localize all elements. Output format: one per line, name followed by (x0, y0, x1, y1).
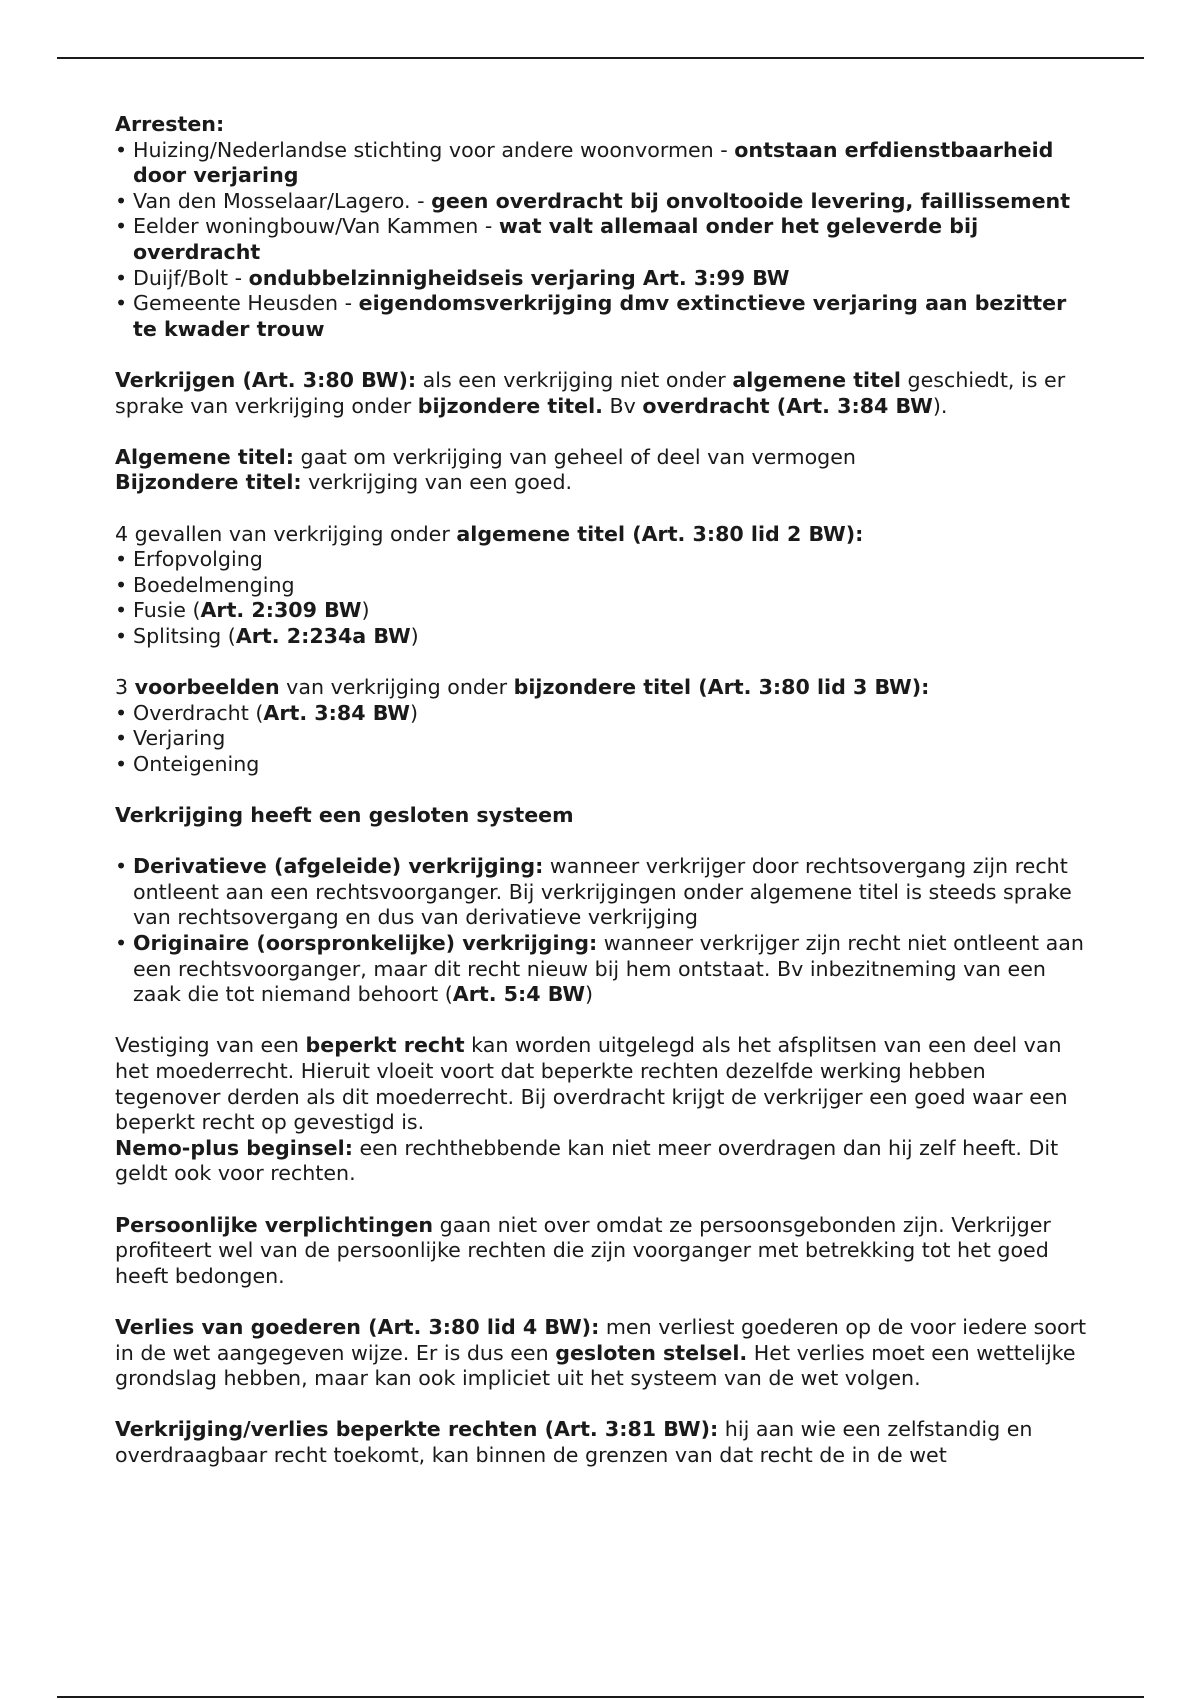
list-item: • Gemeente Heusden - eigendomsverkrijging dmv extinctieve verjaring aan bezitter te kwader trouw (115, 291, 1090, 342)
algemene-titel-definition: Algemene titel: gaat om verkrijging van geheel of deel van vermogen (115, 444, 856, 469)
algemene-gevallen-list (115, 547, 1090, 649)
verkrijging-types-list (115, 854, 1090, 1008)
list-item: • Fusie (Art. 2:309 BW) (115, 598, 1090, 624)
gesloten-systeem-heading: Verkrijging heeft een gesloten systeem (115, 803, 574, 828)
arresten-heading: Arresten: (115, 112, 225, 136)
list-item: • Splitsing (Art. 2:234a BW) (115, 624, 1090, 650)
list-item: • Onteigening (115, 752, 1090, 778)
list-item: • Huizing/Nederlandse stichting voor andere woonvormen - ontstaan erfdienstbaarheid door verjaring (115, 138, 1090, 189)
nemo-plus-paragraph: Nemo-plus beginsel: een rechthebbende kan niet meer overdragen dan hij zelf heeft. Dit geldt ook voor rechten. (115, 1135, 1059, 1186)
beperkte-rechten-paragraph: Verkrijging/verlies beperkte rechten (Art. 3:81 BW): hij aan wie een zelfstandig en overdraagbaar recht toekomt, kan binnen de grenzen van dat recht de in de wet (115, 1417, 1033, 1467)
bijzondere-voorbeelden-intro: 3 voorbeelden van verkrijging onder bijzondere titel (Art. 3:80 lid 3 BW): (115, 675, 930, 700)
list-item: • Overdracht (Art. 3:84 BW) (115, 701, 1090, 727)
document-body (115, 112, 1090, 1468)
list-item: • Originaire (oorspronkelijke) verkrijging: wanneer verkrijger zijn recht niet ontleent aan een rechtsvoorganger, maar dit recht nieuw bij hem ontstaat. Bv inbezitneming van een zaak die tot niemand behoort (Art. 5:4 BW) (115, 931, 1090, 1008)
list-item: • Derivatieve (afgeleide) verkrijging: wanneer verkrijger door rechtsovergang zijn recht ontleent aan een rechtsvoorganger. Bij verkrijgingen onder algemene titel is steeds sprake van rechtsovergang en dus van derivatieve verkrijging (115, 854, 1090, 931)
footer-rule (57, 1696, 1144, 1698)
vestiging-paragraph: Vestiging van een beperkt recht kan worden uitgelegd als het afsplitsen van een deel van het moederrecht. Hieruit vloeit voort dat beperkte rechten dezelfde werking hebben tegenover derden als dit moederrecht. Bij overdracht krijgt de verkrijger een goed waar een beperkt recht op gevestigd is. (115, 1033, 1068, 1135)
bijzondere-voorbeelden-list (115, 701, 1090, 778)
list-item: • Eelder woningbouw/Van Kammen - wat valt allemaal onder het geleverde bij overdracht (115, 214, 1090, 265)
list-item: • Duijf/Bolt - ondubbelzinnigheidseis verjaring Art. 3:99 BW (115, 266, 1090, 292)
list-item: • Verjaring (115, 726, 1090, 752)
verkrijgen-paragraph: Verkrijgen (Art. 3:80 BW): als een verkrijging niet onder algemene titel geschiedt, is er sprake van verkrijging onder bijzondere titel. Bv overdracht (Art. 3:84 BW). (115, 367, 1066, 418)
list-item: • Boedelmenging (115, 573, 1090, 599)
arresten-list (115, 138, 1090, 343)
list-item: • Erfopvolging (115, 547, 1090, 573)
list-item: • Van den Mosselaar/Lagero. - geen overdracht bij onvoltooide levering, faillissement (115, 189, 1090, 215)
persoonlijke-verplichtingen-paragraph: Persoonlijke verplichtingen gaan niet over omdat ze persoonsgebonden zijn. Verkrijger profiteert wel van de persoonlijke rechten die zijn voorganger met betrekking tot het goed heeft bedongen. (115, 1212, 1051, 1288)
header-rule (57, 57, 1144, 59)
verlies-paragraph: Verlies van goederen (Art. 3:80 lid 4 BW): men verliest goederen op de voor iedere soort in de wet aangegeven wijze. Er is dus een gesloten stelsel. Het verlies moet een wettelijke grondslag hebben, maar kan ook impliciet uit het systeem van de wet volgen. (115, 1314, 1087, 1391)
bijzondere-titel-definition: Bijzondere titel: verkrijging van een goed. (115, 470, 573, 495)
algemene-gevallen-intro: 4 gevallen van verkrijging onder algemene titel (Art. 3:80 lid 2 BW): (115, 521, 864, 546)
